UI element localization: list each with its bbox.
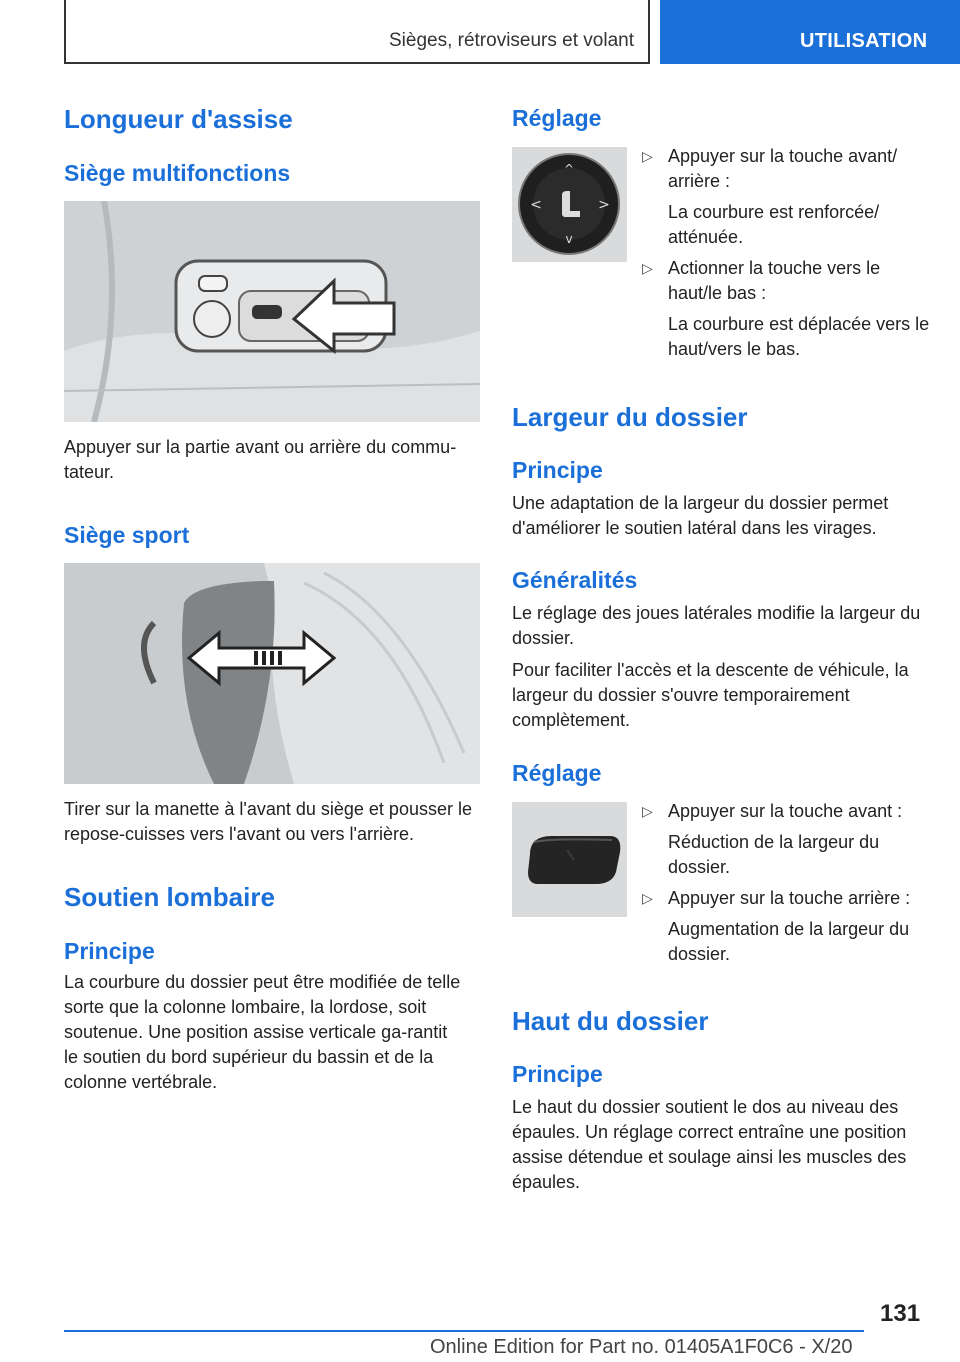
step-rear-result: Augmentation de la largeur du dossier. <box>668 919 910 964</box>
bullet-triangle-icon: ▷ <box>642 803 653 819</box>
svg-text:>: > <box>598 197 610 213</box>
step-up-down-text: Actionner la touche vers le haut/le bas : <box>668 258 881 303</box>
svg-text:^: ^ <box>563 162 575 176</box>
heading-seat-length: Longueur d'assise <box>64 104 293 134</box>
heading-principle-width: Principe <box>512 457 603 483</box>
bullet-triangle-icon: ▷ <box>642 148 653 164</box>
paragraph-principle-lumbar: La courbure du dossier peut être modifiée de telle sorte que la colonne lombaire, la lordose, soit soutenue. Une position assise verticale ga-rantit le soutien du bord supérieur du bassin et de la colonne vertébrale. <box>64 972 461 1092</box>
header-chapter-tab: UTILISATION <box>660 0 960 64</box>
svg-text:v: v <box>565 232 573 246</box>
paragraph-general-2: Pour faciliter l'accès et la descente de véhicule, la largeur du dossier s'ouvre temporairement complètement. <box>512 660 909 730</box>
paragraph-principle-width: Une adaptation de la largeur du dossier permet d'améliorer le soutien latéral dans les virages. <box>512 493 889 538</box>
paragraph-sport: Tirer sur la manette à l'avant du siège et pousser le repose-cuisses vers l'avant ou vers l'arrière. <box>64 799 472 844</box>
header-section-title: Sièges, rétroviseurs et volant <box>388 30 634 51</box>
step-front-rear-result: La courbure est renforcée/ atténuée. <box>668 202 880 247</box>
step-front-rear-text: Appuyer sur la touche avant/ arrière : <box>668 146 898 191</box>
step-front <box>640 799 930 824</box>
bullet-triangle-icon: ▷ <box>642 890 653 906</box>
page-header <box>0 0 960 66</box>
step-up-down <box>640 256 930 306</box>
heading-general: Généralités <box>512 567 638 593</box>
svg-text:<: < <box>530 197 542 213</box>
step-front-text: Appuyer sur la touche avant : <box>668 801 903 821</box>
heading-lumbar-support: Soutien lombaire <box>64 882 275 912</box>
heading-multifunction-seat: Siège multifonctions <box>64 160 291 186</box>
heading-backrest-width: Largeur du dossier <box>512 402 748 432</box>
sport-seat-thigh-support-image <box>64 563 480 784</box>
page-number: 131 <box>880 1300 921 1327</box>
heading-principle-top: Principe <box>512 1061 603 1087</box>
adjustment-steps-lumbar <box>640 144 930 362</box>
width-control-button-image <box>512 802 627 917</box>
step-rear-text: Appuyer sur la touche arrière : <box>668 888 911 908</box>
multifunction-seat-switch-image <box>64 201 480 422</box>
step-rear <box>640 886 930 911</box>
paragraph-multifunction: Appuyer sur la partie avant ou arrière du commu-tateur. <box>64 437 457 482</box>
heading-adjustment-width: Réglage <box>512 760 602 786</box>
step-front-rear <box>640 144 930 194</box>
lumbar-control-button-image <box>512 147 627 262</box>
footer-edition: Online Edition for Part no. 01405A1F0C6 - X/20 <box>430 1336 853 1358</box>
bullet-triangle-icon: ▷ <box>642 260 653 276</box>
step-up-down-result: La courbure est déplacée vers le haut/vers le bas. <box>668 314 930 359</box>
paragraph-general-1: Le réglage des joues latérales modifie la largeur du dossier. <box>512 603 921 648</box>
heading-sport-seat: Siège sport <box>64 522 190 548</box>
heading-adjustment-lumbar: Réglage <box>512 105 602 131</box>
paragraph-principle-top: Le haut du dossier soutient le dos au niveau des épaules. Un réglage correct entraîne une position assise détendue et soulage ainsi les muscles des épaules. <box>512 1097 907 1192</box>
adjustment-steps-width <box>640 799 930 967</box>
footer-rule <box>64 1330 864 1332</box>
heading-backrest-top: Haut du dossier <box>512 1006 709 1036</box>
step-front-result: Réduction de la largeur du dossier. <box>668 832 880 877</box>
heading-principle-lumbar: Principe <box>64 938 155 964</box>
